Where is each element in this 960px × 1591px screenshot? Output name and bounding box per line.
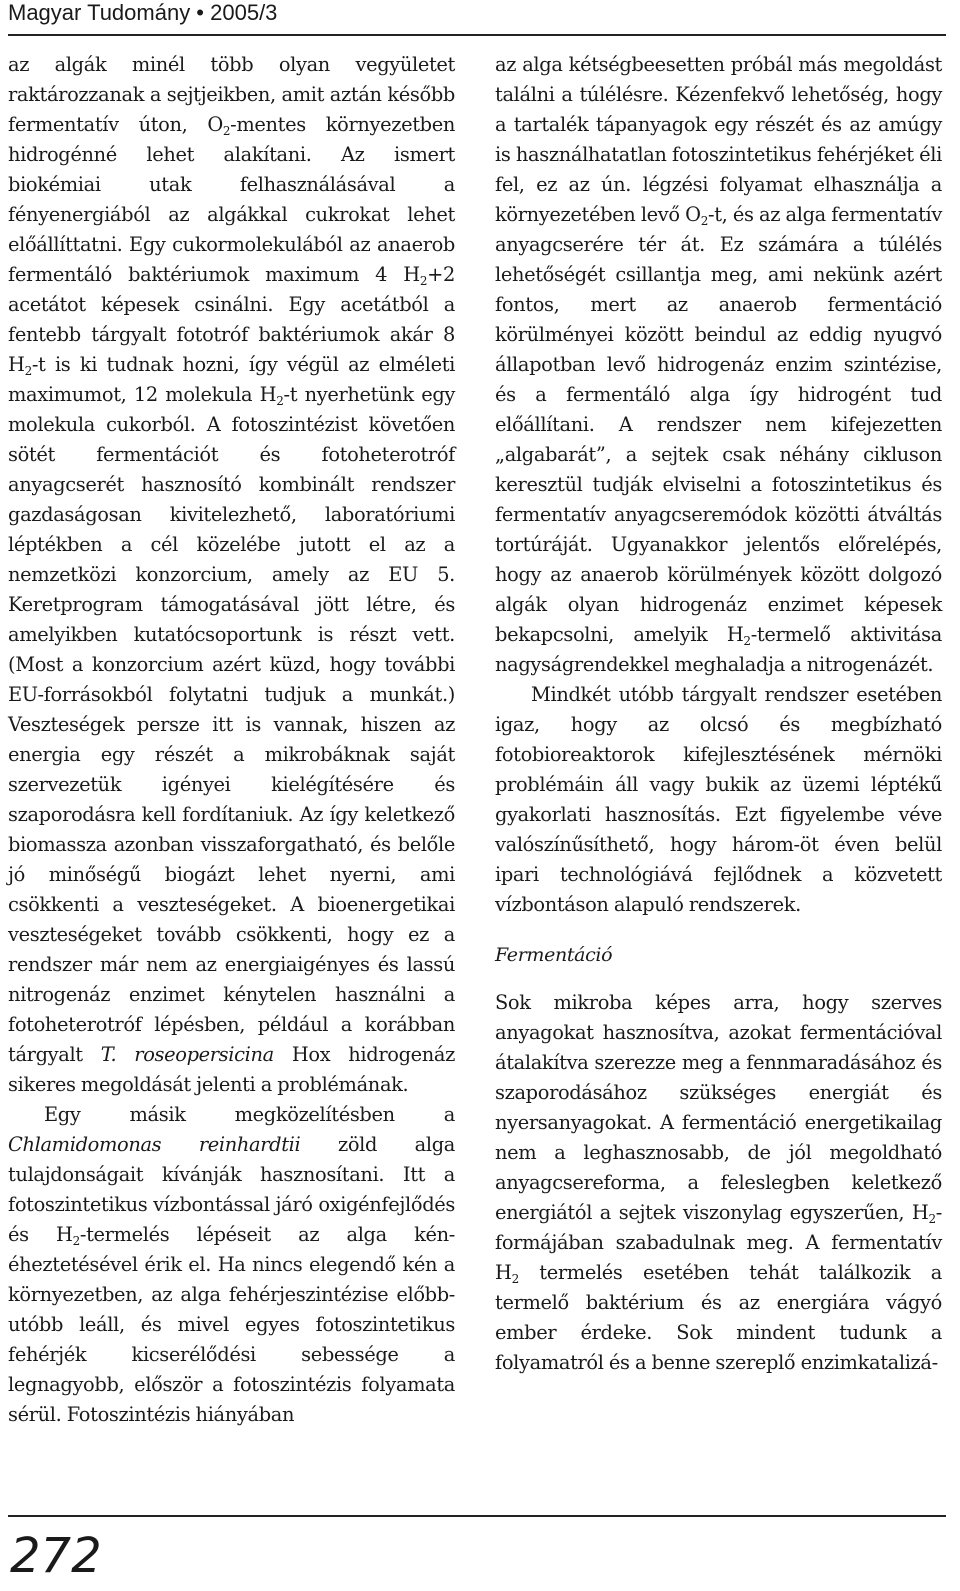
- text-run: -t, és az alga fermentatív anyagcserére tér át. Ez számára a túlélés lehetőségét csillantja meg, ami nekünk azért fontos, mert az anaerob fermentáció körülményei között beindul az eddig nyugvó állapotban levő hidrogenáz enzim szintézise, és a fermentáló alga így hidrogént tud előállítani. A rendszer nem kifejezetten „algabarát”, a sejtek csak néhány cikluson keresztül tudják elviselni a fotoszintetikus és fermentatív anyagcseremódok közötti átváltás tortúráját. Ugyanakkor jelentős előrelépés, hogy az anaerob körülmények között dolgozó algák olyan hidrogenáz enzimet képesek bekapcsolni, amelyik H: [495, 203, 943, 646]
- section-heading: Fermentáció: [495, 944, 613, 966]
- right-column: [495, 50, 942, 1378]
- right-paragraph-2: Mindkét utóbb tárgyalt rendszer esetében igaz, hogy az olcsó és megbízható fotobioreaktorok kifejlesztésének mérnöki problémáin áll vagy bukik az üzemi léptékű gyakorlati hasznosítás. Ezt figyelembe véve valószínűsíthető, hogy három-öt éven belül ipari technológiává fejlődnek a közvetett vízbontáson alapuló rendszerek.: [495, 683, 942, 916]
- text-run: -t nyerhetünk egy molekula cukorból. A fotoszintézist követően sötét fermentációt és fotoheterotróf anyagcserét hasznosító kombinált rendszer gazdaságosan kivitelezhető, laboratóriumi léptékben a cél közelébe jutott el az a nemzetközi konzorcium, amely az EU 5. Keretprogram támogatásával jött létre, és amelyikben kutatócsoportunk is részt vett. (Most a konzorcium azért küzd, hogy további EU-forrásokból folytatni tudjuk a munkát.) Veszteségek persze itt is vannak, hiszen az energia egy részét a mikrobáknak saját szervezetük igényei kielégítésére és szaporodásra kell fordítaniuk. Az így keletkező biomassza azonban visszaforgatható, és belőle jó minőségű biogázt lehet nyerni, ami csökkenti a veszteségeket. A bioenergetikai veszteségeket tovább csökkenti, hogy ez a rendszer már nem az energiaigényes és lassú nitrogenáz enzimet kénytelen használni a fotoheterotróf lépésben, például a korábban tárgyalt: [8, 383, 455, 1066]
- subscript: 2: [24, 364, 32, 379]
- text-run: -termelés lépéseit az alga kén-éheztetésével érik el. Ha nincs elegendő kén a környezetben, az alga fehérjeszintézise előbb-utóbb leáll, és mivel egyes fotoszintetikus fehérjék kicserélődési sebessége a legnagyobb, először a fotoszintézis folyamata sérül. Fotoszintézis hiányában: [8, 1223, 455, 1426]
- text-run: Hox hidrogenáz sikeres megoldását jelenti a problémának.: [8, 1043, 455, 1096]
- species-name: Chlamidomonas reinhardtii: [8, 1133, 301, 1156]
- header-rule: [8, 34, 946, 36]
- text-run: -t is ki tudnak hozni, így végül az elméleti maximumot, 12 molekula H: [8, 353, 455, 406]
- subscript: 2: [276, 394, 284, 409]
- text-run: az alga kétségbeesetten próbál más megoldást találni a túlélésre. Kézenfekvő lehetőség, hogy a tartalék tápanyagok egy részét és az amúgy is használhatatlan fotoszintetikus fehérjéket éli fel, ez az ún. légzési folyamat elhasználja a környezetében levő O: [495, 53, 942, 226]
- subscript: 2: [928, 1212, 936, 1227]
- text-run: -termelő aktivitása nagyságrendekkel meghaladja a nitrogenázét.: [495, 623, 942, 676]
- text-run: termelés esetében tehát találkozik a termelő baktérium és az energiára vágyó ember érdeke. Sok mindent tudunk a folyamatról és a benne szereplő enzimkatalizá-: [495, 1261, 942, 1374]
- text-run: -formájában szabadulnak meg. A fermentatív H: [495, 1201, 942, 1284]
- left-column: [8, 50, 455, 1430]
- right-paragraph-3: [495, 988, 942, 1378]
- text-run: +2 acetátot képesek csinálni. Egy acetátból a fentebb tárgyalt fototróf baktériumok akár 8 H: [8, 263, 455, 376]
- subscript: 2: [700, 214, 708, 229]
- text-run: -mentes környezetben hidrogénné lehet alakítani. Az ismert biokémiai utak felhasználásával a fényenergiából az algákkal cukrokat lehet előállíttatni. Egy cukormolekulából az anaerob fermentáló baktériumok maximum 4 H: [8, 113, 455, 286]
- footer-rule: [8, 1515, 946, 1517]
- page-number: 272: [10, 1528, 102, 1584]
- text-run: az algák minél több olyan vegyületet raktározzanak a sejtjeikben, amit aztán később fermentatív úton, O: [8, 53, 455, 136]
- subscript: 2: [511, 1272, 519, 1287]
- subscript: 2: [72, 1234, 80, 1249]
- running-header: Magyar Tudomány • 2005/3: [8, 0, 278, 25]
- text-run: Sok mikroba képes arra, hogy szerves anyagokat hasznosítva, azokat fermentációval átalakítva szerezze meg a fennmaradásához és szaporodásához szükséges energiát és nyersanyagokat. A fermentáció energetikailag nem a leghasznosabb, de jól megoldható anyagcsereforma, a feleslegben keletkező energiától a sejtek viszonylag egyszerűen, H: [495, 991, 942, 1224]
- left-paragraph-1: [8, 50, 455, 1100]
- text-run: zöld alga tulajdonságait kívánják hasznosítani. Itt a fotoszintetikus vízbontással járó oxigénfejlődés és H: [8, 1133, 455, 1246]
- species-name: T. roseopersicina: [100, 1043, 274, 1066]
- subscript: 2: [419, 274, 428, 289]
- text-run: Egy másik megközelítésben a: [44, 1103, 455, 1126]
- subscript: 2: [743, 634, 751, 649]
- subscript: 2: [222, 124, 231, 139]
- right-paragraph-1: [495, 50, 942, 680]
- left-paragraph-2: [8, 1100, 455, 1430]
